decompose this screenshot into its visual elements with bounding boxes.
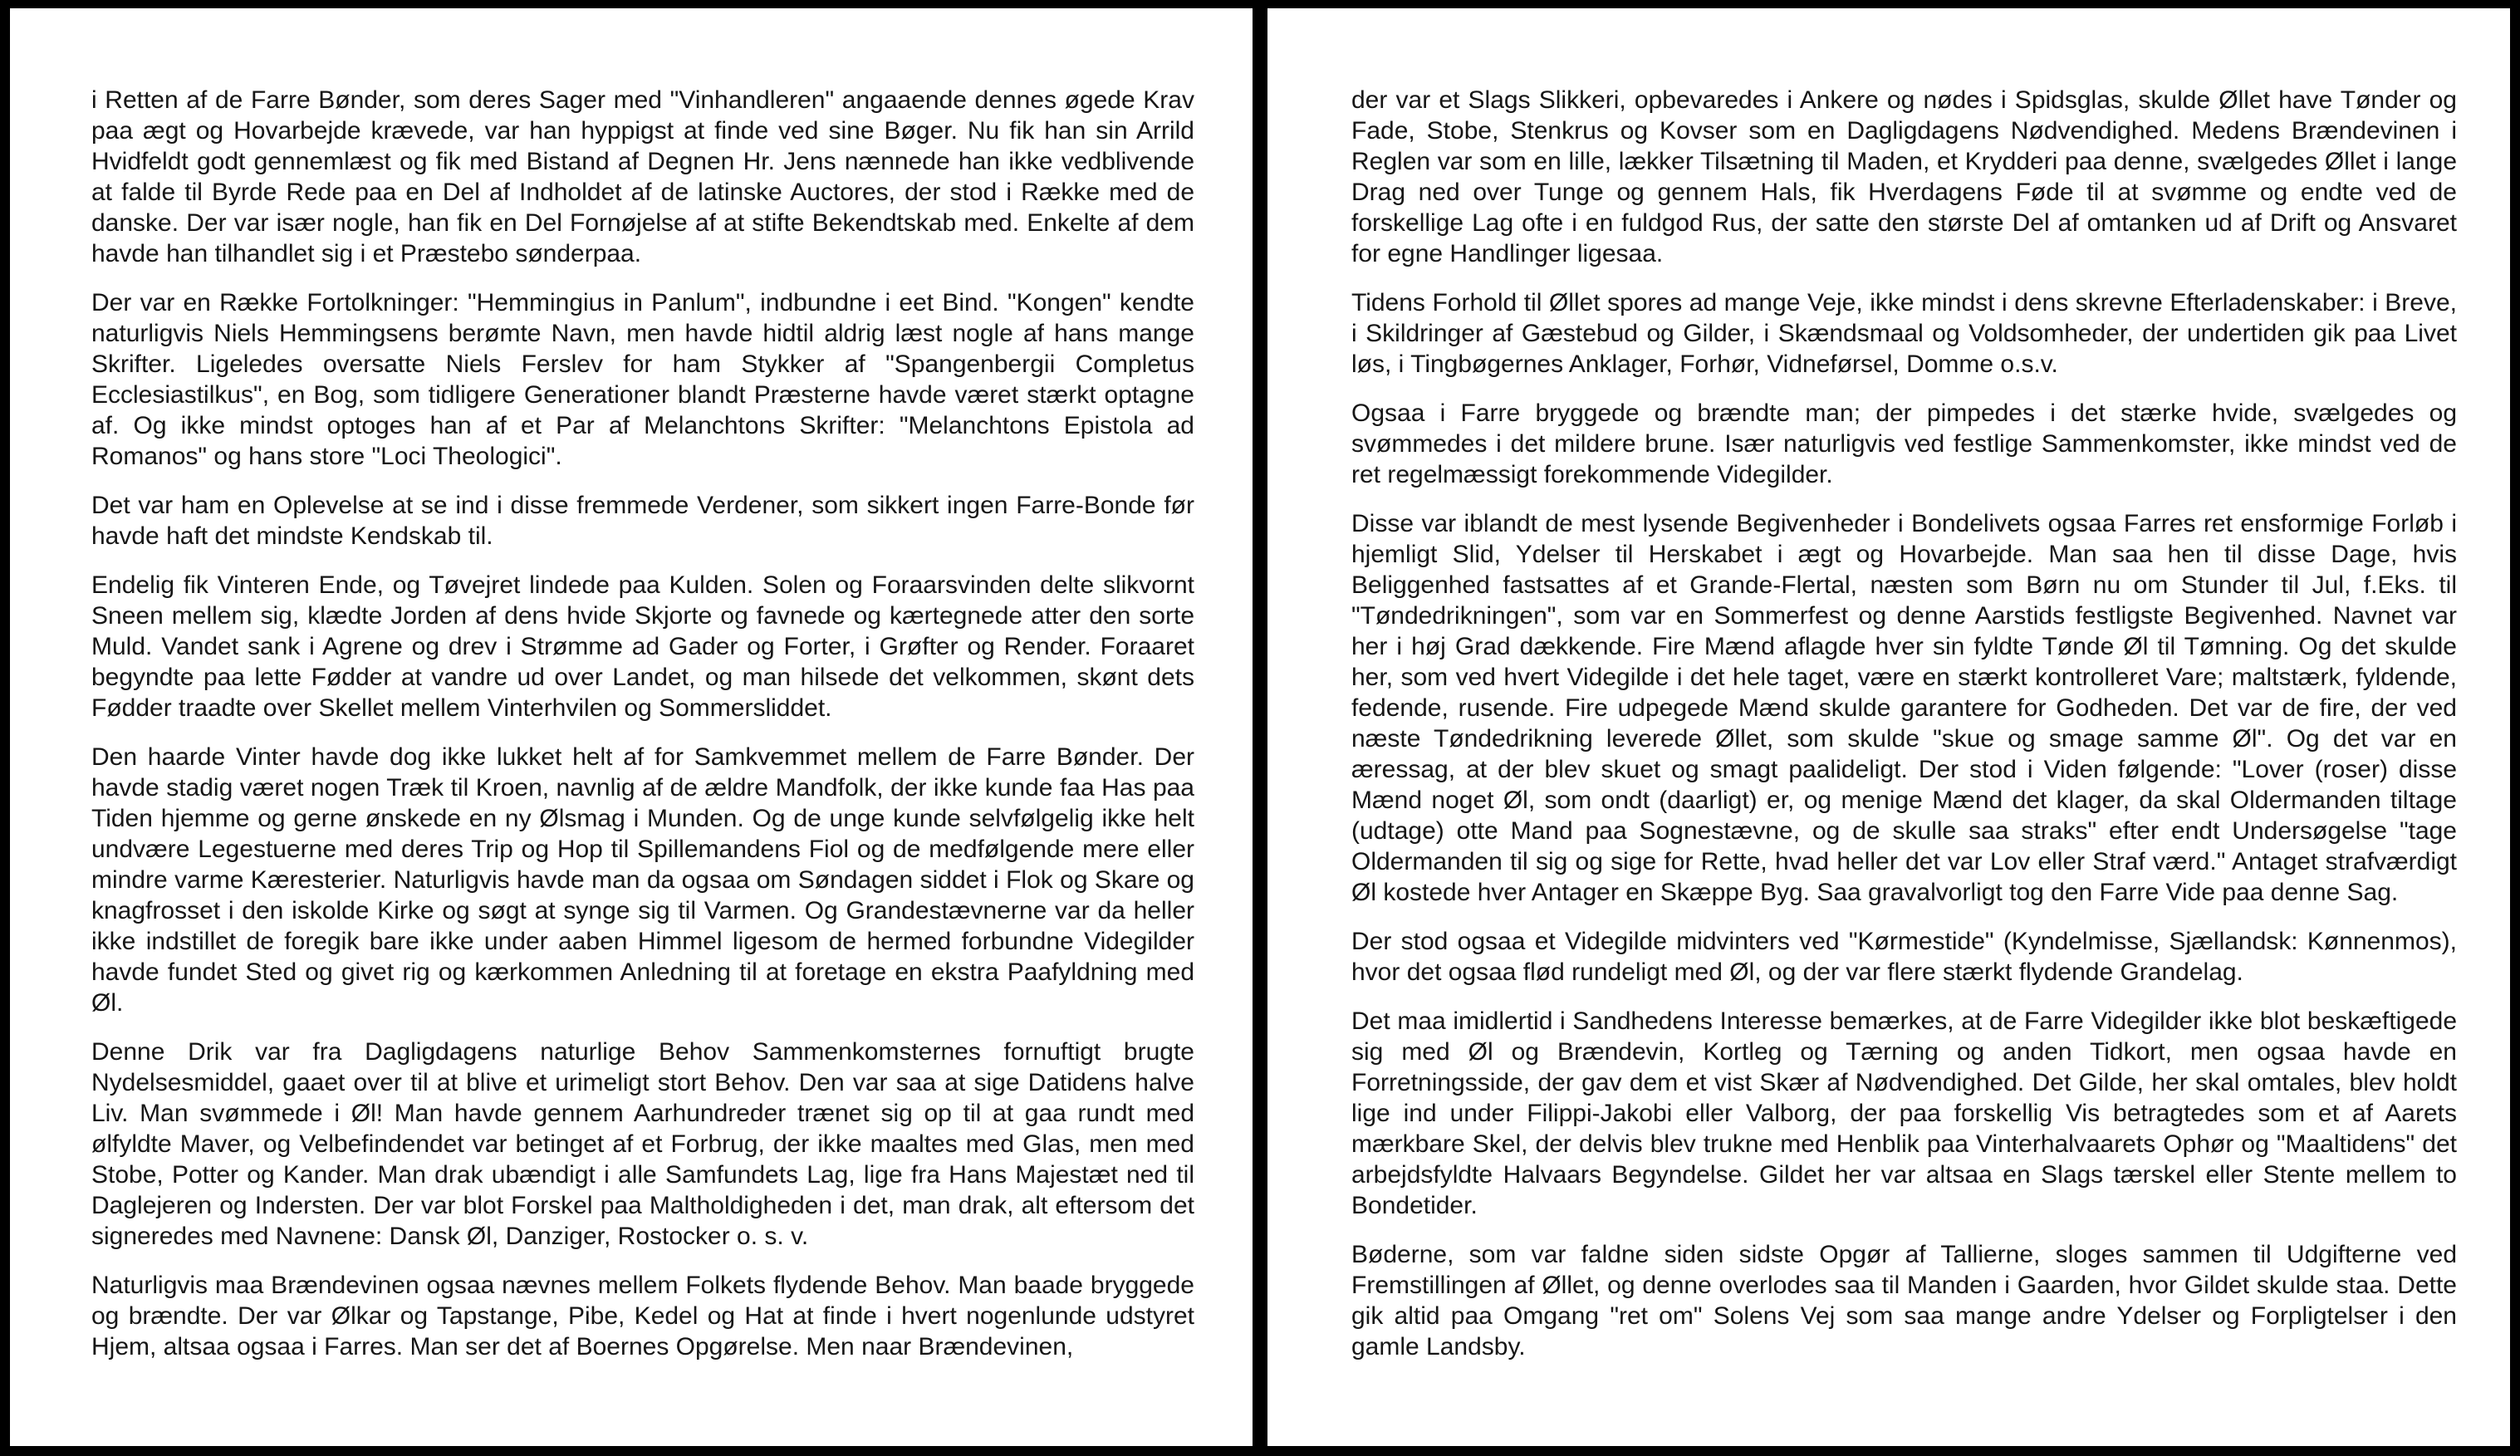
right-paragraph-4: Disse var iblandt de mest lysende Begivenheder i Bondelivets ogsaa Farres ret ensformige Forløb i hjemligt Slid, Ydelser til Herskabet i ægt og Hovarbejde. Man saa hen til disse Dage, hvis Beliggenhed fastsattes af et Grande-Flertal, næsten som Børn nu om Stunder til Jul, f.Eks. til "Tøndedrikningen", som var en Sommerfest og denne Aarstids festligste Begivenhed. Navnet var her i høj Grad dækkende. Fire Mænd aflagde hver sin fyldte Tønde Øl til Tømning. Og det skulde her, som ved hvert Videgilde i det hele taget, være en stærkt kontrolleret Vare; maltstærk, fyldende, fedende, rusende. Fire udpegede Mænd skulde garantere for Godheden. Det var de fire, der ved næste Tøndedrikning leverede Øllet, som skulde "skue og smage samme Øl". Og det var en æressag, at der blev skuet og smagt paalideligt. Der stod i Viden følgende: "Lover (roser) disse Mænd noget Øl, som ondt (daarligt) er, og menige Mænd det klager, da skal Oldermanden tiltage (udtage) otte Mand paa Sognestævne, og de skulle saa straks" efter endt Undersøgelse "tage Oldermanden til sig og sige for Rette, hvad heller det var Lov eller Straf værd." Antaget strafværdigt Øl kostede hver Antager en Skæppe Byg. Saa gravalvorligt tog den Farre Vide paa denne Sag. [1351, 510, 2457, 906]
right-paragraph-5: Der stod ogsaa et Videgilde midvinters ved "Kørmestide" (Kyndelmisse, Sjællandsk: Kønnenmos), hvor det ogsaa flød rundeligt med Øl, og der var flere stærkt flydende Grandelag. [1351, 928, 2457, 986]
right-paragraph-6: Det maa imidlertid i Sandhedens Interesse bemærkes, at de Farre Videgilder ikke blot beskæftigede sig med Øl og Brændevin, Kortleg og Tærning og anden Tidkort, men ogsaa havde en Forretningsside, der gav dem et vist Skær af Nødvendighed. Det Gilde, her skal omtales, blev holdt lige ind under Filippi-Jakobi eller Valborg, der paa forskellig Vis betragtedes som et af Aarets mærkbare Skel, der delvis blev trukne med Henblik paa Vinterhalvaarets Ophør og "Maaltidens" det arbejdsfyldte Halvaars Begyndelse. Gildet her var altsaa en Slags tærskel eller Stente mellem to Bondetider. [1351, 1007, 2457, 1219]
right-page [1267, 8, 2510, 1446]
page-divider [1253, 0, 1267, 1456]
right-paragraph-2: Tidens Forhold til Øllet spores ad mange Veje, ikke mindst i dens skrevne Efterladenskaber: i Breve, i Skildringer af Gæstebud og Gilder, i Skændsmaal og Voldsomheder, der undertiden gik paa Livet løs, i Tingbøgernes Anklager, Forhør, Vidneførsel, Domme o.s.v. [1351, 289, 2457, 378]
left-paragraph-4: Endelig fik Vinteren Ende, og Tøvejret lindede paa Kulden. Solen og Foraarsvinden delte slikvornt Sneen mellem sig, klædte Jorden af dens hvide Skjorte og favnede og kærtegnede atter den sorte Muld. Vandet sank i Agrene og drev i Strømme ad Gader og Forter, i Grøfter og Render. Foraaret begyndte paa lette Fødder at vandre ud over Landet, og man hilsede det velkommen, skønt dets Fødder traadte over Skellet mellem Vinterhvilen og Sommersliddet. [91, 571, 1194, 722]
right-page-text-block [1267, 8, 2510, 1446]
left-paragraph-1: i Retten af de Farre Bønder, som deres Sager med "Vinhandleren" angaaende dennes øgede Krav paa ægt og Hovarbejde krævede, var han hyppigst at finde ved sine Bøger. Nu fik han sin Arrild Hvidfeldt godt gennemlæst og fik med Bistand af Degnen Hr. Jens nænnede han ikke vedblivende at falde til Byrde Rede paa en Del af Indholdet af de latinske Auctores, der stod i Række med de danske. Der var især nogle, han fik en Del Fornøjelse af at stifte Bekendtskab med. Enkelte af dem havde han tilhandlet sig i et Præstebo sønderpaa. [91, 86, 1194, 267]
right-paragraph-7: Bøderne, som var faldne siden sidste Opgør af Tallierne, sloges sammen til Udgifterne ved Fremstillingen af Øllet, og denne overlodes saa til Manden i Gaarden, hvor Gildet skulde staa. Dette gik altid paa Omgang "ret om" Solens Vej som saa mange andre Ydelser og Forpligtelser i den gamle Landsby. [1351, 1241, 2457, 1360]
left-paragraph-6: Denne Drik var fra Dagligdagens naturlige Behov Sammenkomsternes fornuftigt brugte Nydelsesmiddel, gaaet over til at blive et urimeligt stort Behov. Den var saa at sige Datidens halve Liv. Man svømmede i Øl! Man havde gennem Aarhundreder trænet sig op til at gaa rundt med ølfyldte Maver, og Velbefindendet var betinget af et Forbrug, der ikke maaltes med Glas, men med Stobe, Potter og Kander. Man drak ubændigt i alle Samfundets Lag, lige fra Hans Majestæt ned til Daglejeren og Indersten. Der var blot Forskel paa Maltholdigheden i det, man drak, alt eftersom det signeredes med Navnene: Dansk Øl, Danziger, Rostocker o. s. v. [91, 1038, 1194, 1250]
right-paragraph-3: Ogsaa i Farre bryggede og brændte man; der pimpedes i det stærke hvide, svælgedes og svømmedes i det mildere brune. Især naturligvis ved festlige Sammenkomster, ikke mindst ved de ret regelmæssigt forekommende Videgilder. [1351, 400, 2457, 488]
left-paragraph-5: Den haarde Vinter havde dog ikke lukket helt af for Samkvemmet mellem de Farre Bønder. Der havde stadig været nogen Træk til Kroen, navnlig af de ældre Mandfolk, der ikke kunde faa Has paa Tiden hjemme og gerne ønskede en ny Ølsmag i Munden. Og de unge kunde selvfølgelig ikke helt undvære Legestuerne med deres Trip og Hop til Spillemandens Fiol og de medfølgende mere eller mindre varme Kæresterier. Naturligvis havde man da ogsaa om Søndagen siddet i Flok og Skare og knagfrosset i den iskolde Kirke og søgt at synge sig til Varmen. Og Grandestævnerne var da heller ikke indstillet de foregik bare ikke under aaben Himmel ligesom de hermed forbundne Videgilder havde fundet Sted og givet rig og kærkommen Anledning til at foretage en ekstra Paafyldning med Øl. [91, 743, 1194, 1017]
left-page-text-block [10, 8, 1253, 1446]
left-paragraph-2: Der var en Række Fortolkninger: "Hemmingius in Panlum", indbundne i eet Bind. "Kongen" kendte naturligvis Niels Hemmingsens berømte Navn, men havde hidtil aldrig læst nogle af hans mange Skrifter. Ligeledes oversatte Niels Ferslev for ham Stykker af "Spangenbergii Completus Ecclesiastilkus", en Bog, som tidligere Generationer blandt Præsterne havde været stærkt optagne af. Og ikke mindst optoges han af et Par af Melanchtons Skrifter: "Melanchtons Epistola ad Romanos" og hans store "Loci Theologici". [91, 289, 1194, 470]
left-page [10, 8, 1253, 1446]
left-paragraph-7: Naturligvis maa Brændevinen ogsaa nævnes mellem Folkets flydende Behov. Man baade bryggede og brændte. Der var Ølkar og Tapstange, Pibe, Kedel og Hat at finde i hvert nogenlunde udstyret Hjem, altsaa ogsaa i Farres. Man ser det af Boernes Opgørelse. Men naar Brændevinen, [91, 1272, 1194, 1360]
right-paragraph-1: der var et Slags Slikkeri, opbevaredes i Ankere og nødes i Spidsglas, skulde Øllet have Tønder og Fade, Stobe, Stenkrus og Kovser som en Dagligdagens Nødvendighed. Medens Brændevinen i Reglen var som en lille, lækker Tilsætning til Maden, et Krydderi paa denne, svælgedes Øllet i lange Drag ned over Tunge og gennem Hals, fik Hverdagens Føde til at svømme og endte ved de forskellige Lag ofte i en fuldgod Rus, der satte den største Del af omtanken ud af Drift og Ansvaret for egne Handlinger ligesaa. [1351, 86, 2457, 267]
left-paragraph-3: Det var ham en Oplevelse at se ind i disse fremmede Verdener, som sikkert ingen Farre-Bonde før havde haft det mindste Kendskab til. [91, 492, 1194, 550]
